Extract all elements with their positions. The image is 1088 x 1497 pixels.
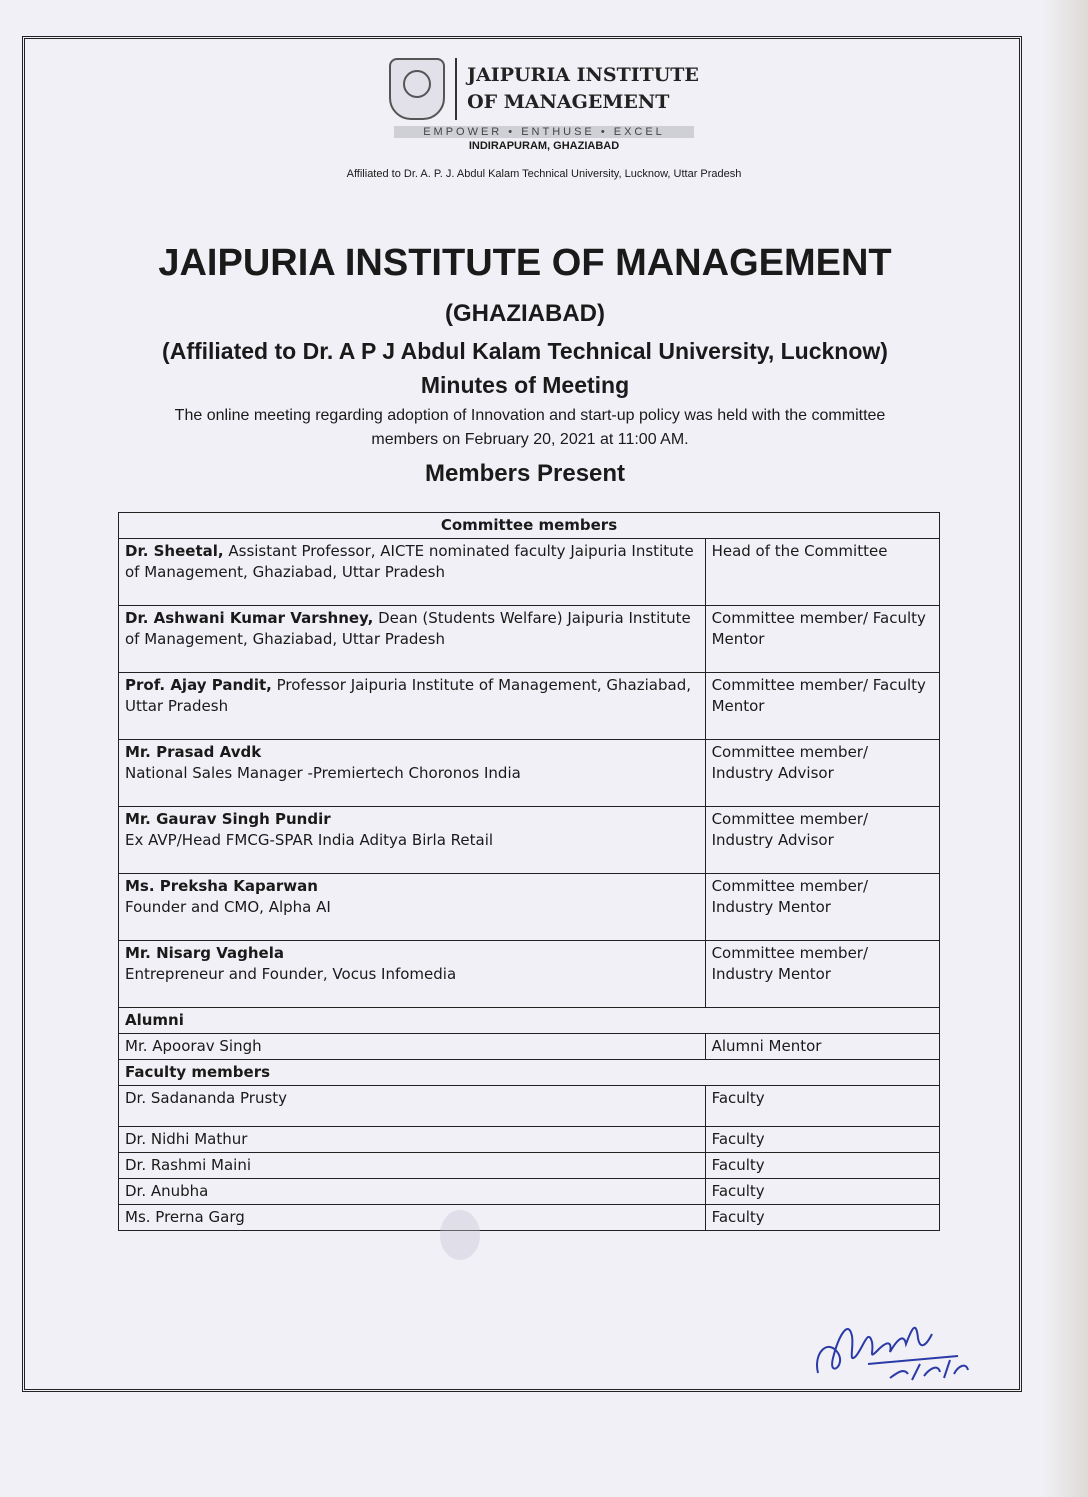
table-row bbox=[119, 1086, 940, 1127]
table-row bbox=[119, 941, 940, 1008]
member-detail: Entrepreneur and Founder, Vocus Infomedia bbox=[125, 965, 457, 983]
tagline: EMPOWER • ENTHUSE • EXCEL bbox=[394, 126, 694, 138]
member-name: Mr. Gaurav Singh Pundir bbox=[125, 810, 331, 828]
letterhead bbox=[0, 58, 1088, 180]
meeting-intro: The online meeting regarding adoption of Innovation and start-up policy was held with the committee members on February 20, 2021 at 11:00 AM. bbox=[174, 407, 886, 448]
faculty-name: Dr. Anubha bbox=[119, 1179, 706, 1205]
faculty-role: Faculty bbox=[705, 1127, 939, 1153]
faculty-section-row bbox=[119, 1060, 940, 1086]
institute-name-line2: OF MANAGEMENT bbox=[467, 91, 670, 113]
alumni-section-row bbox=[119, 1008, 940, 1034]
faculty-role: Faculty bbox=[705, 1205, 939, 1231]
document-subtitle: (GHAZIABAD) bbox=[445, 300, 605, 327]
institute-name-line1: JAIPURIA INSTITUTE bbox=[467, 64, 699, 86]
member-role: Committee member/ Industry Advisor bbox=[705, 740, 939, 807]
committee-header: Committee members bbox=[119, 513, 940, 539]
member-role: Committee member/ Faculty Mentor bbox=[705, 606, 939, 673]
table-row bbox=[119, 1179, 940, 1205]
affiliation-small: Affiliated to Dr. A. P. J. Abdul Kalam Technical University, Lucknow, Uttar Pradesh bbox=[346, 168, 742, 180]
alumni-name: Mr. Apoorav Singh bbox=[119, 1034, 706, 1060]
faculty-name: Dr. Sadananda Prusty bbox=[119, 1086, 706, 1127]
member-detail: National Sales Manager -Premiertech Choronos India bbox=[125, 764, 521, 782]
table-row bbox=[119, 1205, 940, 1231]
divider bbox=[455, 58, 457, 120]
member-name: Ms. Preksha Kaparwan bbox=[125, 877, 318, 895]
faculty-name: Ms. Prerna Garg bbox=[119, 1205, 706, 1231]
faculty-header: Faculty members bbox=[119, 1060, 940, 1086]
alumni-header: Alumni bbox=[119, 1008, 940, 1034]
table-row bbox=[119, 740, 940, 807]
member-detail: Dean (Students Welfare) Jaipuria Institute of Management, Ghaziabad, Uttar Pradesh bbox=[125, 609, 691, 648]
member-role: Head of the Committee bbox=[705, 539, 939, 606]
faculty-role: Faculty bbox=[705, 1086, 939, 1127]
document-title: JAIPURIA INSTITUTE OF MANAGEMENT bbox=[158, 242, 892, 284]
table-row bbox=[119, 1034, 940, 1060]
alumni-role: Alumni Mentor bbox=[705, 1034, 939, 1060]
document-affiliation: (Affiliated to Dr. A P J Abdul Kalam Technical University, Lucknow) bbox=[162, 338, 888, 364]
member-role: Committee member/ Industry Mentor bbox=[705, 941, 939, 1008]
member-name: Dr. Sheetal, bbox=[125, 542, 224, 560]
location: INDIRAPURAM, GHAZIABAD bbox=[468, 140, 620, 152]
faculty-name: Dr. Rashmi Maini bbox=[119, 1153, 706, 1179]
member-role: Committee member/ Faculty Mentor bbox=[705, 673, 939, 740]
institute-name bbox=[467, 62, 699, 116]
member-detail: Professor Jaipuria Institute of Management, Ghaziabad, Uttar Pradesh bbox=[125, 676, 691, 715]
page-edge-shadow bbox=[1042, 0, 1088, 1497]
logo-row bbox=[0, 58, 1088, 120]
institute-crest-icon bbox=[389, 58, 445, 120]
member-name: Dr. Ashwani Kumar Varshney, bbox=[125, 609, 374, 627]
faculty-role: Faculty bbox=[705, 1179, 939, 1205]
table-row bbox=[119, 673, 940, 740]
table-row bbox=[119, 606, 940, 673]
faculty-role: Faculty bbox=[705, 1153, 939, 1179]
table-row bbox=[119, 874, 940, 941]
member-role: Committee member/ Industry Mentor bbox=[705, 874, 939, 941]
members-table bbox=[118, 512, 940, 1231]
member-name: Mr. Nisarg Vaghela bbox=[125, 944, 284, 962]
table-row bbox=[119, 1127, 940, 1153]
table-row bbox=[119, 539, 940, 606]
member-name: Prof. Ajay Pandit, bbox=[125, 676, 272, 694]
table-row bbox=[119, 1153, 940, 1179]
member-name: Mr. Prasad Avdk bbox=[125, 743, 262, 761]
member-detail: Ex AVP/Head FMCG-SPAR India Aditya Birla Retail bbox=[125, 831, 494, 849]
minutes-heading: Minutes of Meeting bbox=[420, 372, 630, 398]
member-detail: Assistant Professor, AICTE nominated faculty Jaipuria Institute of Management, Ghaziabad, Uttar Pradesh bbox=[125, 542, 694, 581]
member-detail: Founder and CMO, Alpha AI bbox=[125, 898, 331, 916]
table-row bbox=[119, 807, 940, 874]
members-present-heading: Members Present bbox=[424, 460, 626, 487]
member-role: Committee member/ Industry Advisor bbox=[705, 807, 939, 874]
scan-smudge bbox=[440, 1210, 480, 1260]
handwritten-signature bbox=[808, 1298, 988, 1388]
faculty-name: Dr. Nidhi Mathur bbox=[119, 1127, 706, 1153]
